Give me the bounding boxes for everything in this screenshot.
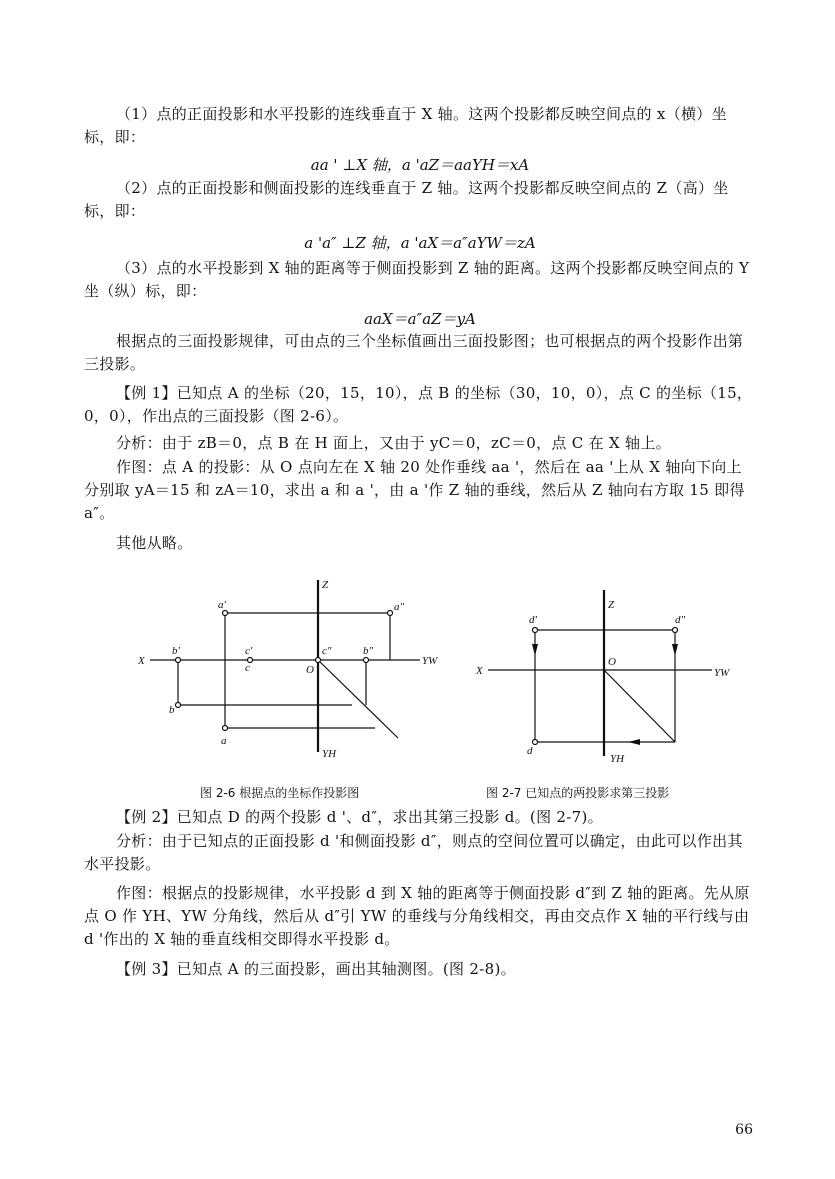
fig2-label-d2: d″ [675, 614, 686, 626]
figure-2-7-caption: 图 2-7 已知点的两投影求第三投影 [486, 786, 670, 800]
fig1-label-a2: a″ [394, 601, 405, 613]
fig1-label-c1: c' [245, 645, 253, 657]
figures-area [0, 570, 835, 800]
fig2-label-d: d [527, 745, 533, 757]
paragraph-example-2: 【例 2】已知点 D 的两个投影 d '、d″，求出其第三投影 d。(图 2-7)。 [116, 808, 603, 826]
paragraph-rule-2: （2）点的正面投影和侧面投影的连线垂直于 Z 轴。这两个投影都反映空间点的 Z（高）坐标，即： [84, 179, 729, 220]
fig1-label-x: X [138, 655, 145, 667]
page-number: 66 [735, 1122, 753, 1138]
fig2-label-z: Z [608, 599, 615, 611]
paragraph-other: 其他从略。 [116, 534, 193, 552]
paragraph-rule-3: （3）点的水平投影到 X 轴的距离等于侧面投影到 Z 轴的距离。这两个投影都反映空间点的 Y 坐（纵）标，即： [84, 259, 750, 300]
fig1-label-c: c [245, 662, 250, 674]
fig2-label-o: O [608, 656, 616, 668]
fig2-label-yw: YW [714, 667, 730, 679]
paragraph-analysis-2: 分析：由于已知点的正面投影 d '和侧面投影 d″，则点的空间位置可以确定，由此可以作出其水平投影。 [84, 832, 743, 873]
paragraph-example-1: 【例 1】已知点 A 的坐标（20，15，10），点 B 的坐标（30，10，0），点 C 的坐标（15，0，0），作出点的三面投影（图 2-6）。 [84, 384, 753, 425]
fig1-label-a1: a' [218, 599, 226, 611]
paragraph-example-3: 【例 3】已知点 A 的三面投影，画出其轴测图。(图 2-8)。 [116, 960, 516, 978]
fig1-label-b2: b″ [363, 645, 374, 657]
fig2-label-x: X [476, 665, 483, 677]
fig1-label-b1: b' [172, 645, 180, 657]
fig1-label-a: a [221, 735, 227, 747]
paragraph-summary: 根据点的三面投影规律，可由点的三个坐标值画出三面投影图；也可根据点的两个投影作出第三投影。 [84, 332, 744, 373]
fig2-label-yh: YH [610, 753, 625, 765]
figure-2-6-caption: 图 2-6 根据点的坐标作投影图 [200, 786, 360, 800]
formula-2: a 'a″ ⊥Z 轴，a 'aX＝a″aYW＝zA [304, 234, 536, 252]
paragraph-analysis-1: 分析：由于 zB＝0，点 B 在 H 面上，又由于 yC＝0，zC＝0，点 C 在 X 轴上。 [116, 434, 671, 452]
formula-1: aa ' ⊥X 轴，a 'aZ＝aaYH＝xA [310, 156, 530, 174]
paragraph-construction-2: 作图：根据点的投影规律，水平投影 d 到 X 轴的距离等于侧面投影 d″到 Z 轴的距离。先从原点 O 作 YH、YW 分角线，然后从 d″引 YW 的垂线与分角线相交，再由交点作 X 轴的平行线与由 d '作出的 X 轴的垂直线相交即得水平投影 d。 [84, 884, 750, 948]
fig1-label-c2: c″ [322, 645, 332, 657]
figure-2-7 [0, 570, 835, 800]
paragraph-rule-1: （1）点的正面投影和水平投影的连线垂直于 X 轴。这两个投影都反映空间点的 x（横）坐标，即： [84, 105, 727, 146]
fig1-label-o: O [306, 664, 314, 676]
fig1-label-b: b [169, 704, 175, 716]
fig1-label-yw: YW [422, 655, 438, 667]
fig2-label-d1: d' [529, 614, 537, 626]
formula-3: aaX＝a″aZ＝yA [364, 310, 476, 328]
fig1-label-yh: YH [322, 748, 337, 760]
paragraph-construction-1: 作图：点 A 的投影：从 O 点向左在 X 轴 20 处作垂线 aa '，然后在 aa '上从 X 轴向下向上分别取 yA＝15 和 zA＝10，求出 a 和 a '，由 a '作 Z 轴的垂线，然后从 Z 轴向右方取 15 即得 a″。 [84, 458, 745, 522]
fig1-label-z: Z [322, 579, 329, 591]
